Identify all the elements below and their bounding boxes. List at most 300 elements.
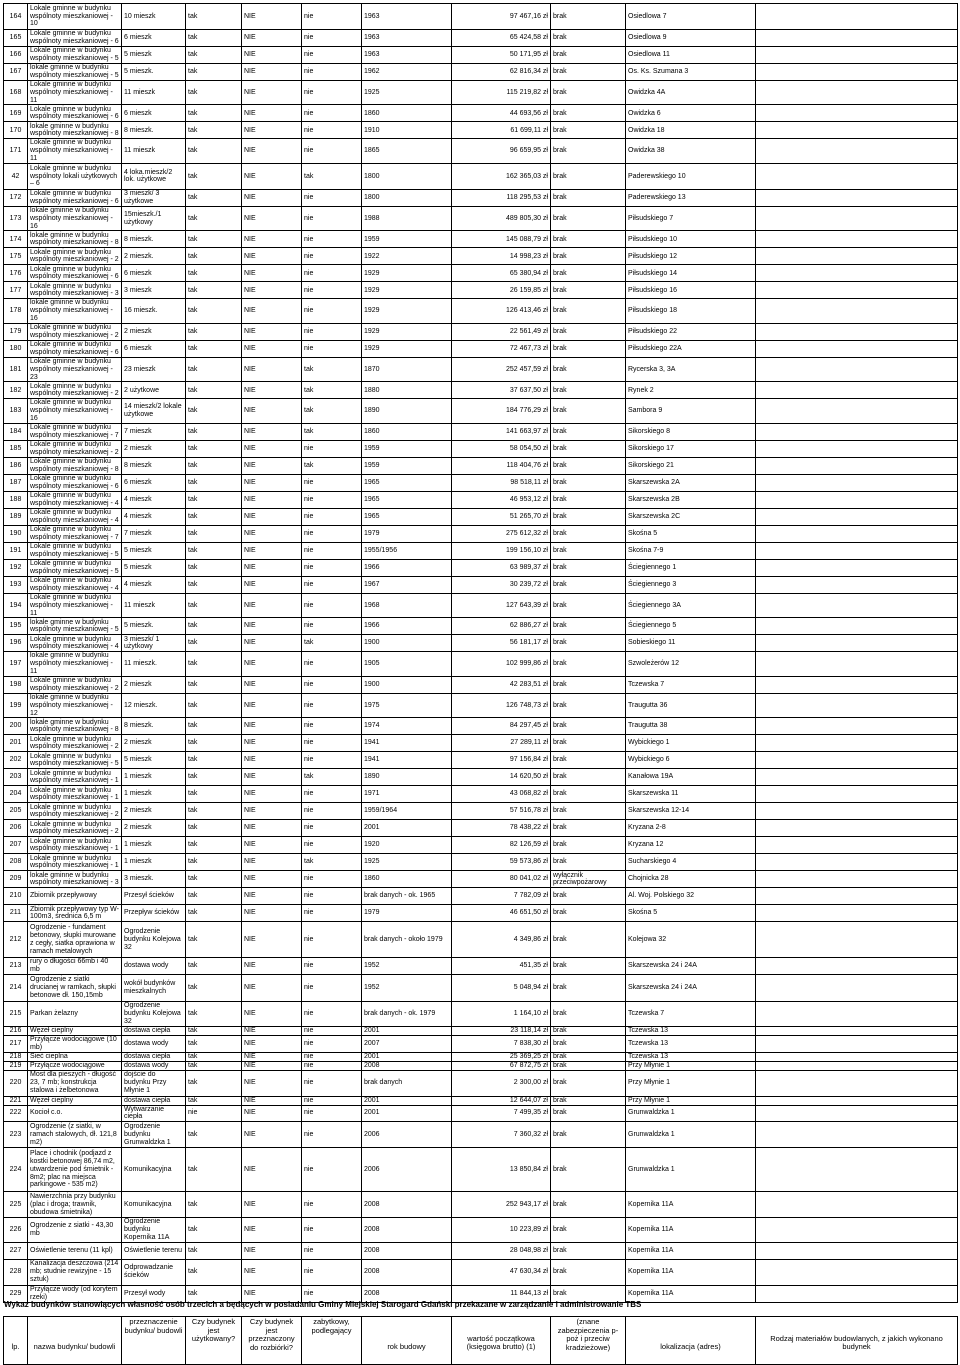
in-use-flag: tak [186, 457, 242, 474]
location-address: Kolejowa 32 [626, 922, 756, 958]
building-name: Przyłącze wodociągowe [28, 1061, 122, 1070]
row-number: 211 [4, 905, 28, 922]
row-number: 228 [4, 1259, 28, 1285]
location-address: Grunwaldzka 1 [626, 1148, 756, 1192]
building-name: Oświetlenie terenu (11 kpl) [28, 1242, 122, 1259]
heritage-flag: nie [302, 323, 362, 340]
location-address: Piłsudskiego 14 [626, 265, 756, 282]
location-address: Przy Młynie 1 [626, 1070, 756, 1096]
building-purpose: 6 mieszk [122, 265, 186, 282]
property-table-body [4, 4, 958, 1303]
materials-cell [756, 635, 958, 652]
year-built: 2001 [362, 1052, 452, 1061]
building-name: Lokale gminne w budynku wspólnoty mieszkaniowej - 23 [28, 357, 122, 381]
materials-cell [756, 1122, 958, 1148]
table-row [4, 905, 958, 922]
table-row [4, 618, 958, 635]
materials-cell [756, 1035, 958, 1052]
materials-cell [756, 752, 958, 769]
demolition-flag: NIE [242, 786, 302, 803]
materials-cell [756, 163, 958, 189]
materials-cell [756, 576, 958, 593]
location-address: Kryzana 2-8 [626, 820, 756, 837]
location-address: Skośna 5 [626, 525, 756, 542]
initial-value: 12 644,07 zł [452, 1096, 551, 1105]
row-number: 189 [4, 508, 28, 525]
fire-protection: brak [551, 4, 626, 30]
demolition-flag: NIE [242, 769, 302, 786]
location-address: Wybickiego 1 [626, 735, 756, 752]
materials-cell [756, 139, 958, 163]
in-use-flag: tak [186, 542, 242, 559]
in-use-flag: tak [186, 693, 242, 717]
property-table [3, 3, 958, 1303]
heritage-flag: nie [302, 676, 362, 693]
materials-cell [756, 1218, 958, 1242]
heritage-flag: nie [302, 474, 362, 491]
year-built: 1963 [362, 4, 452, 30]
location-address: Sikorskiego 8 [626, 423, 756, 440]
in-use-flag: tak [186, 163, 242, 189]
location-address: Owidzka 6 [626, 105, 756, 122]
building-purpose: 5 mieszk. [122, 618, 186, 635]
initial-value: 28 048,98 zł [452, 1242, 551, 1259]
demolition-flag: NIE [242, 1259, 302, 1285]
year-built: 1959 [362, 440, 452, 457]
building-name: Kanalizacja deszczowa (214 mb; studnie rewizyjne - 15 sztuk) [28, 1259, 122, 1285]
initial-value: 275 612,32 zł [452, 525, 551, 542]
location-address: Szwoleżerów 12 [626, 652, 756, 676]
fire-protection: brak [551, 769, 626, 786]
heritage-flag: nie [302, 1061, 362, 1070]
heritage-flag: nie [302, 652, 362, 676]
year-built: 1880 [362, 382, 452, 399]
location-address: Skarszewska 24 i 24A [626, 975, 756, 1002]
building-purpose: 8 mieszk. [122, 718, 186, 735]
materials-cell [756, 975, 958, 1002]
year-built: 2001 [362, 820, 452, 837]
location-address: Sambora 9 [626, 399, 756, 423]
initial-value: 23 118,14 zł [452, 1026, 551, 1035]
materials-cell [756, 357, 958, 381]
row-number: 169 [4, 105, 28, 122]
year-built: 2006 [362, 1148, 452, 1192]
building-purpose: 5 mieszk [122, 752, 186, 769]
fire-protection: brak [551, 1192, 626, 1218]
building-name: Sieć cieplna [28, 1052, 122, 1061]
row-number: 222 [4, 1105, 28, 1122]
building-name: lokale gminne w budynku wspólnoty mieszkaniowej - 3 [28, 871, 122, 888]
table-row [4, 1192, 958, 1218]
heritage-flag: nie [302, 618, 362, 635]
demolition-flag: NIE [242, 163, 302, 189]
table-row [4, 1052, 958, 1061]
building-purpose: 1 mieszk [122, 786, 186, 803]
in-use-flag: tak [186, 382, 242, 399]
materials-cell [756, 786, 958, 803]
year-built: 2001 [362, 1026, 452, 1035]
initial-value: 126 748,73 zł [452, 693, 551, 717]
initial-value: 5 048,94 zł [452, 975, 551, 1002]
year-built: 1900 [362, 676, 452, 693]
table-row [4, 542, 958, 559]
table-row [4, 474, 958, 491]
fire-protection: brak [551, 30, 626, 47]
column-header-row [4, 1317, 958, 1365]
demolition-flag: NIE [242, 357, 302, 381]
materials-cell [756, 1002, 958, 1026]
table-row [4, 888, 958, 905]
fire-protection: brak [551, 786, 626, 803]
in-use-flag: tak [186, 871, 242, 888]
location-address: Osiedlowa 11 [626, 47, 756, 64]
row-number: 190 [4, 525, 28, 542]
building-name: Lokale gminne w budynku wspólnoty mieszkaniowej - 5 [28, 542, 122, 559]
column-header-strip [3, 1316, 957, 1352]
building-name: Lokale gminne w budynku wspólnoty mieszkaniowej - 11 [28, 139, 122, 163]
year-built: 1952 [362, 958, 452, 975]
header-initial-value: wartość początkowa (księgowa brutto) (1) [452, 1317, 551, 1365]
initial-value: 96 659,95 zł [452, 139, 551, 163]
demolition-flag: NIE [242, 837, 302, 854]
row-number: 182 [4, 382, 28, 399]
initial-value: 199 156,10 zł [452, 542, 551, 559]
in-use-flag: tak [186, 491, 242, 508]
initial-value: 118 404,76 zł [452, 457, 551, 474]
row-number: 225 [4, 1192, 28, 1218]
fire-protection: brak [551, 1285, 626, 1302]
building-purpose: Oświetlenie terenu [122, 1242, 186, 1259]
heritage-flag: nie [302, 1002, 362, 1026]
in-use-flag: tak [186, 1026, 242, 1035]
location-address: Piłsudskiego 22A [626, 340, 756, 357]
initial-value: 27 289,11 zł [452, 735, 551, 752]
in-use-flag: tak [186, 786, 242, 803]
building-name: Lokale gminne w budynku wspólnoty mieszkaniowej - 2 [28, 735, 122, 752]
location-address: Przy Młynie 1 [626, 1061, 756, 1070]
initial-value: 141 663,97 zł [452, 423, 551, 440]
materials-cell [756, 382, 958, 399]
location-address: Traugutta 36 [626, 693, 756, 717]
fire-protection: brak [551, 423, 626, 440]
demolition-flag: NIE [242, 1285, 302, 1302]
row-number: 197 [4, 652, 28, 676]
initial-value: 25 369,25 zł [452, 1052, 551, 1061]
row-number: 181 [4, 357, 28, 381]
building-purpose: 2 mieszk [122, 676, 186, 693]
building-name: lokale gminne w budynku wspólnoty mieszkaniowej - 8 [28, 231, 122, 248]
in-use-flag: tak [186, 1070, 242, 1096]
year-built: 1929 [362, 282, 452, 299]
heritage-flag: tak [302, 399, 362, 423]
materials-cell [756, 525, 958, 542]
building-purpose: dostawa ciepła [122, 1052, 186, 1061]
table-row [4, 64, 958, 81]
location-address: Piłsudskiego 18 [626, 299, 756, 323]
initial-value: 65 380,94 zł [452, 265, 551, 282]
heritage-flag: tak [302, 854, 362, 871]
heritage-flag: nie [302, 958, 362, 975]
location-address: Sucharskiego 4 [626, 854, 756, 871]
materials-cell [756, 474, 958, 491]
row-number: 172 [4, 189, 28, 206]
location-address: Kopernika 11A [626, 1285, 756, 1302]
in-use-flag: tak [186, 618, 242, 635]
demolition-flag: NIE [242, 559, 302, 576]
building-purpose: 16 mieszk. [122, 299, 186, 323]
materials-cell [756, 4, 958, 30]
row-number: 192 [4, 559, 28, 576]
demolition-flag: NIE [242, 30, 302, 47]
building-name: Place i chodnik (podjazd z kostki betonowej 86,74 m2, utwardzenie pod śmietnik - 8m2; plac na miejsca parkingowe - 535 m2) [28, 1148, 122, 1192]
year-built: 2001 [362, 1096, 452, 1105]
heritage-flag: nie [302, 508, 362, 525]
building-name: Lokale gminne w budynku wspólnoty mieszkaniowej - 2 [28, 440, 122, 457]
location-address: Sikorskiego 21 [626, 457, 756, 474]
heritage-flag: nie [302, 1148, 362, 1192]
location-address: Piłsudskiego 22 [626, 323, 756, 340]
building-name: Lokale gminne w budynku wspólnoty mieszkaniowej - 2 [28, 382, 122, 399]
heritage-flag: nie [302, 1026, 362, 1035]
building-purpose: 5 mieszk [122, 559, 186, 576]
building-purpose: Komunikacyjna [122, 1192, 186, 1218]
location-address: Ściegiennego 5 [626, 618, 756, 635]
materials-cell [756, 718, 958, 735]
location-address: Owidzka 38 [626, 139, 756, 163]
building-name: Lokale gminne w budynku wspólnoty mieszkaniowej - 4 [28, 491, 122, 508]
building-name: Lokale gminne w budynku wspólnoty mieszkaniowej - 10 [28, 4, 122, 30]
initial-value: 97 467,16 zł [452, 4, 551, 30]
initial-value: 10 223,89 zł [452, 1218, 551, 1242]
in-use-flag: tak [186, 139, 242, 163]
table-row [4, 491, 958, 508]
location-address: Paderewskiego 10 [626, 163, 756, 189]
year-built: 2008 [362, 1285, 452, 1302]
row-number: 203 [4, 769, 28, 786]
demolition-flag: NIE [242, 105, 302, 122]
building-name: Kocioł c.o. [28, 1105, 122, 1122]
building-name: Lokale gminne w budynku wspólnoty mieszkaniowej - 2 [28, 248, 122, 265]
location-address: Tczewska 13 [626, 1026, 756, 1035]
building-purpose: 5 mieszk. [122, 64, 186, 81]
initial-value: 145 088,79 zł [452, 231, 551, 248]
fire-protection: brak [551, 958, 626, 975]
demolition-flag: NIE [242, 752, 302, 769]
header-year-built: rok budowy [362, 1317, 452, 1365]
building-purpose: wokół budynków mieszkalnych [122, 975, 186, 1002]
initial-value: 46 651,50 zł [452, 905, 551, 922]
building-name: Zbiornik przepływowy typ W-100m3, średnica 6,5 m [28, 905, 122, 922]
building-name: Lokale gminne w budynku wspólnoty mieszkaniowej - 6 [28, 189, 122, 206]
row-number: 201 [4, 735, 28, 752]
fire-protection: brak [551, 718, 626, 735]
table-row [4, 139, 958, 163]
heritage-flag: nie [302, 905, 362, 922]
table-row [4, 248, 958, 265]
building-purpose: Ogrodzenie budynku Kopernika 11A [122, 1218, 186, 1242]
building-name: lokale gminne w budynku wspólnoty mieszkaniowej - 11 [28, 652, 122, 676]
initial-value: 4 349,86 zł [452, 922, 551, 958]
building-purpose: dostawa wody [122, 1061, 186, 1070]
row-number: 204 [4, 786, 28, 803]
year-built: 1922 [362, 248, 452, 265]
table-row [4, 769, 958, 786]
row-number: 198 [4, 676, 28, 693]
building-name: Parkan żelazny [28, 1002, 122, 1026]
demolition-flag: NIE [242, 64, 302, 81]
building-name: Lokale gminne w budynku wspólnoty mieszkaniowej - 7 [28, 525, 122, 542]
demolition-flag: NIE [242, 265, 302, 282]
demolition-flag: NIE [242, 803, 302, 820]
demolition-flag: NIE [242, 1061, 302, 1070]
location-address: Sobieskiego 11 [626, 635, 756, 652]
building-name: Lokale gminne w budynku wspólnoty mieszkaniowej - 7 [28, 423, 122, 440]
fire-protection: brak [551, 1026, 626, 1035]
materials-cell [756, 323, 958, 340]
in-use-flag: tak [186, 1242, 242, 1259]
table-row [4, 1096, 958, 1105]
fire-protection: brak [551, 542, 626, 559]
location-address: Tczewska 7 [626, 676, 756, 693]
location-address: Skarszewska 2A [626, 474, 756, 491]
in-use-flag: tak [186, 1148, 242, 1192]
in-use-flag: tak [186, 803, 242, 820]
demolition-flag: NIE [242, 576, 302, 593]
table-row [4, 299, 958, 323]
in-use-flag: tak [186, 718, 242, 735]
fire-protection: brak [551, 189, 626, 206]
in-use-flag: tak [186, 105, 242, 122]
row-number: 196 [4, 635, 28, 652]
year-built: 1925 [362, 81, 452, 105]
initial-value: 13 850,84 zł [452, 1148, 551, 1192]
demolition-flag: NIE [242, 718, 302, 735]
year-built: 1941 [362, 752, 452, 769]
building-name: Lokale gminne w budynku wspólnoty mieszkaniowej - 6 [28, 265, 122, 282]
heritage-flag: tak [302, 635, 362, 652]
in-use-flag: tak [186, 64, 242, 81]
table-row [4, 593, 958, 617]
fire-protection: brak [551, 922, 626, 958]
demolition-flag: NIE [242, 474, 302, 491]
demolition-flag: NIE [242, 382, 302, 399]
building-purpose: 8 mieszk [122, 457, 186, 474]
building-purpose: 2 mieszk. [122, 248, 186, 265]
year-built: 1966 [362, 559, 452, 576]
demolition-flag: NIE [242, 340, 302, 357]
row-number: 174 [4, 231, 28, 248]
materials-cell [756, 803, 958, 820]
fire-protection: brak [551, 618, 626, 635]
in-use-flag: tak [186, 769, 242, 786]
in-use-flag: tak [186, 248, 242, 265]
year-built: 1963 [362, 30, 452, 47]
building-purpose: 4 mieszk [122, 491, 186, 508]
initial-value: 489 805,30 zł [452, 206, 551, 230]
year-built: 2008 [362, 1192, 452, 1218]
year-built: 1890 [362, 399, 452, 423]
year-built: 1963 [362, 47, 452, 64]
heritage-flag: tak [302, 423, 362, 440]
building-purpose: 5 mieszk [122, 47, 186, 64]
heritage-flag: nie [302, 4, 362, 30]
heritage-flag: nie [302, 340, 362, 357]
row-number: 207 [4, 837, 28, 854]
header-heritage: zabytkowy, podlegający [302, 1317, 362, 1365]
year-built: 1988 [362, 206, 452, 230]
building-purpose: 2 mieszk [122, 323, 186, 340]
building-name: lokale gminne w budynku wspólnoty mieszkaniowej - 5 [28, 618, 122, 635]
building-purpose: Odprowadzanie ścieków [122, 1259, 186, 1285]
in-use-flag: tak [186, 958, 242, 975]
demolition-flag: NIE [242, 4, 302, 30]
row-number: 209 [4, 871, 28, 888]
table-caption: Wykaz budynków stanowiących własność osób trzecich a będących w posiadaniu Gminy Miejskiej Starogard Gdański przekazane w zarządzanie i administrowanie TBS [4, 1300, 642, 1309]
heritage-flag: nie [302, 1259, 362, 1285]
fire-protection: brak [551, 559, 626, 576]
location-address: Owidzka 18 [626, 122, 756, 139]
materials-cell [756, 693, 958, 717]
demolition-flag: NIE [242, 525, 302, 542]
year-built: 1968 [362, 593, 452, 617]
building-name: Lokale gminne w budynku wspólnoty mieszkaniowej - 5 [28, 47, 122, 64]
fire-protection: brak [551, 735, 626, 752]
table-row [4, 47, 958, 64]
materials-cell [756, 248, 958, 265]
demolition-flag: NIE [242, 81, 302, 105]
building-name: Lokale gminne w budynku wspólnoty lokali użytkowych – 6 [28, 163, 122, 189]
heritage-flag: nie [302, 735, 362, 752]
heritage-flag: nie [302, 1285, 362, 1302]
table-row [4, 1105, 958, 1122]
heritage-flag: tak [302, 357, 362, 381]
table-row [4, 922, 958, 958]
fire-protection: brak [551, 440, 626, 457]
initial-value: 43 068,82 zł [452, 786, 551, 803]
building-name: Lokale gminne w budynku wspólnoty mieszkaniowej - 1 [28, 769, 122, 786]
row-number: 168 [4, 81, 28, 105]
table-row [4, 282, 958, 299]
in-use-flag: tak [186, 265, 242, 282]
initial-value: 26 159,85 zł [452, 282, 551, 299]
building-purpose: 15mieszk./1 użytkowy [122, 206, 186, 230]
fire-protection: brak [551, 265, 626, 282]
in-use-flag: tak [186, 440, 242, 457]
initial-value: 44 693,56 zł [452, 105, 551, 122]
building-name: Ogrodzenie (z siatki, w ramach stalowych, dł. 121,8 m2) [28, 1122, 122, 1148]
building-purpose: 10 mieszk [122, 4, 186, 30]
demolition-flag: NIE [242, 206, 302, 230]
initial-value: 37 637,50 zł [452, 382, 551, 399]
location-address: Rycerska 3, 3A [626, 357, 756, 381]
year-built: 1865 [362, 139, 452, 163]
materials-cell [756, 299, 958, 323]
demolition-flag: NIE [242, 618, 302, 635]
year-built: 1800 [362, 189, 452, 206]
row-number: 223 [4, 1122, 28, 1148]
demolition-flag: NIE [242, 593, 302, 617]
table-row [4, 1035, 958, 1052]
demolition-flag: NIE [242, 1122, 302, 1148]
in-use-flag: tak [186, 652, 242, 676]
in-use-flag: tak [186, 189, 242, 206]
materials-cell [756, 206, 958, 230]
table-row [4, 1070, 958, 1096]
year-built: 1925 [362, 854, 452, 871]
heritage-flag: tak [302, 382, 362, 399]
demolition-flag: NIE [242, 975, 302, 1002]
location-address: Osiedlowa 7 [626, 4, 756, 30]
